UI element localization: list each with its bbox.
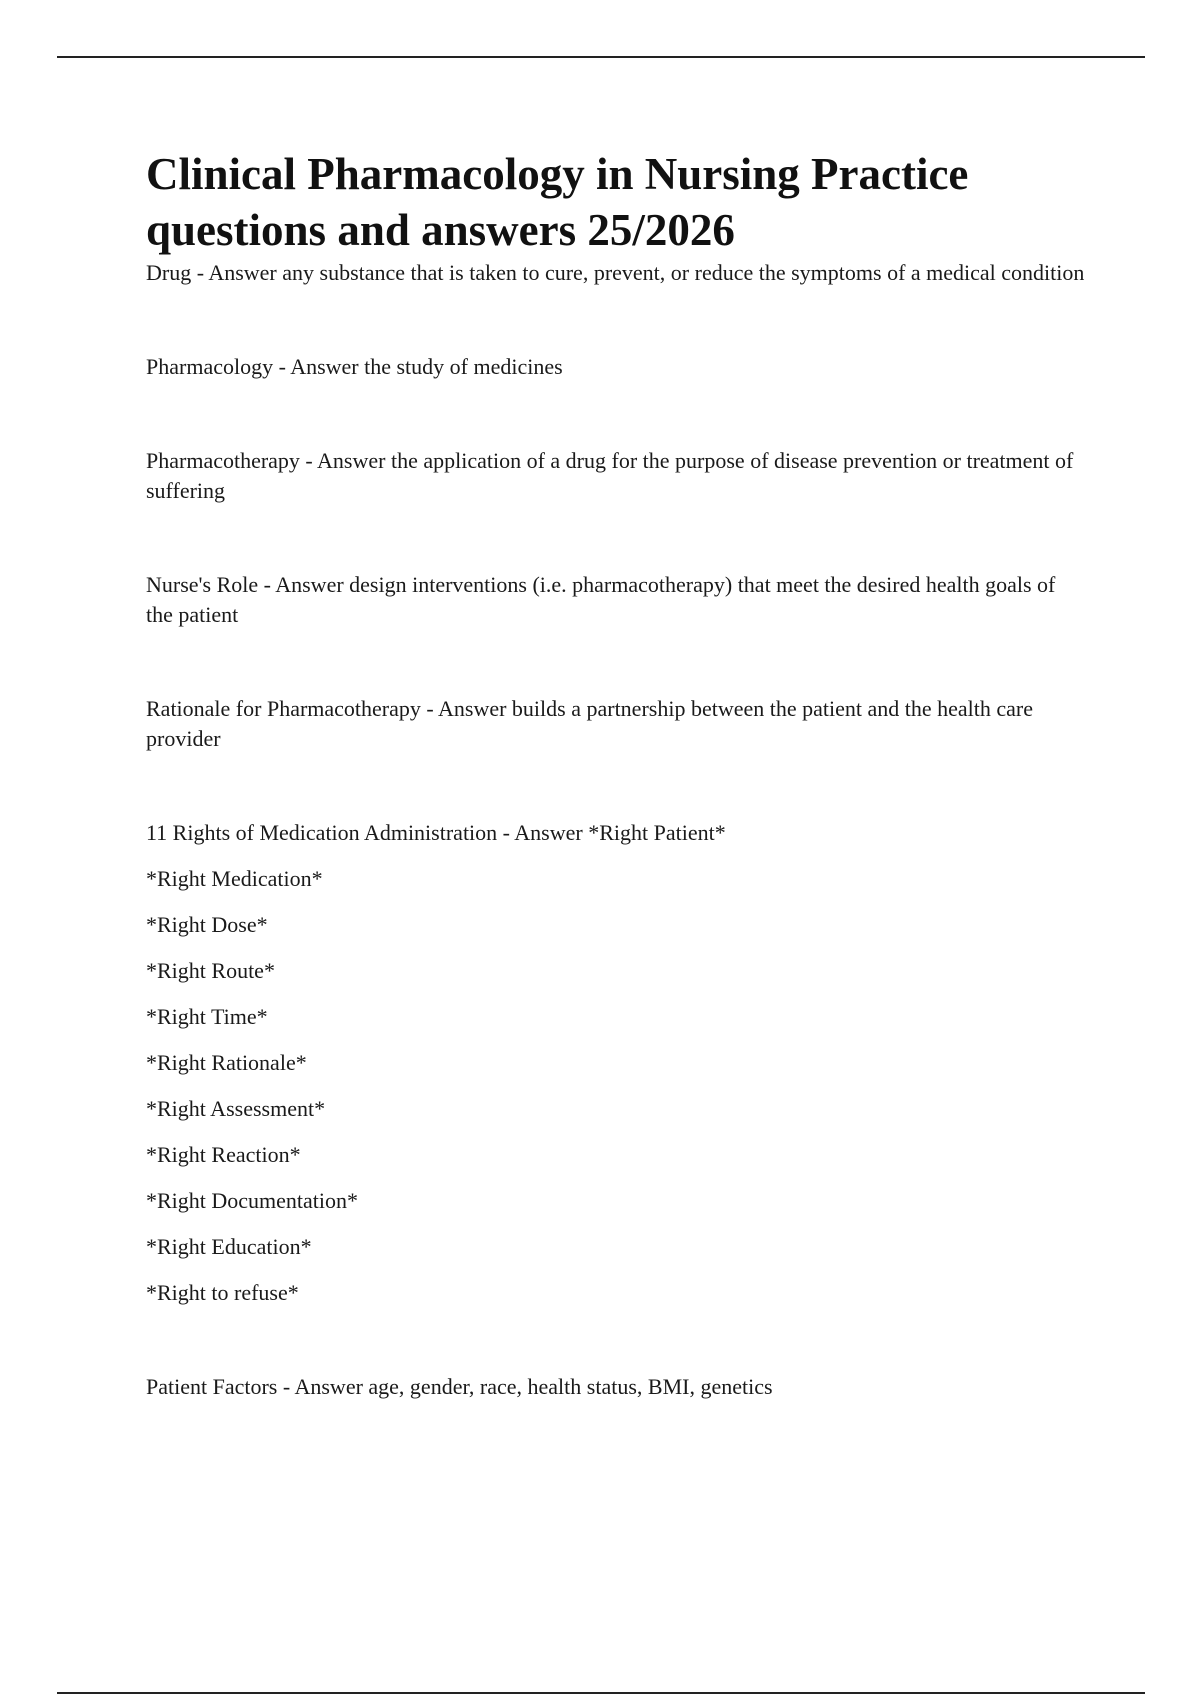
list-item: *Right Time* (146, 1004, 268, 1029)
entry-eleven-rights: 11 Rights of Medication Administration - Answer *Right Patient* (146, 820, 726, 845)
title-line-2: questions and answers 25/2026 (146, 205, 735, 255)
title-line-1: Clinical Pharmacology in Nursing Practice (146, 149, 969, 199)
top-divider (57, 56, 1145, 58)
document-body (146, 146, 1086, 1402)
entry-rationale: Rationale for Pharmacotherapy - Answer builds a partnership between the patient and the health care provider (146, 696, 1034, 751)
list-item: *Right Dose* (146, 912, 268, 937)
bottom-divider (57, 1692, 1145, 1694)
document-title (146, 146, 1086, 258)
entry-pharmacotherapy: Pharmacotherapy - Answer the application of a drug for the purpose of disease prevention or treatment of suffering (146, 448, 1074, 503)
list-item: *Right Documentation* (146, 1188, 359, 1213)
entry-nurses-role: Nurse's Role - Answer design interventions (i.e. pharmacotherapy) that meet the desired health goals of the patient (146, 572, 1056, 627)
list-item: *Right Medication* (146, 866, 323, 891)
entry-pharmacology: Pharmacology - Answer the study of medicines (146, 354, 563, 379)
rights-list (146, 864, 1086, 1308)
entry-drug: Drug - Answer any substance that is taken to cure, prevent, or reduce the symptoms of a medical condition (146, 260, 1085, 285)
list-item: *Right to refuse* (146, 1280, 299, 1305)
list-item: *Right Assessment* (146, 1096, 326, 1121)
list-item: *Right Reaction* (146, 1142, 301, 1167)
entry-patient-factors: Patient Factors - Answer age, gender, race, health status, BMI, genetics (146, 1374, 773, 1399)
list-item: *Right Education* (146, 1234, 312, 1259)
list-item: *Right Route* (146, 958, 275, 983)
list-item: *Right Rationale* (146, 1050, 307, 1075)
